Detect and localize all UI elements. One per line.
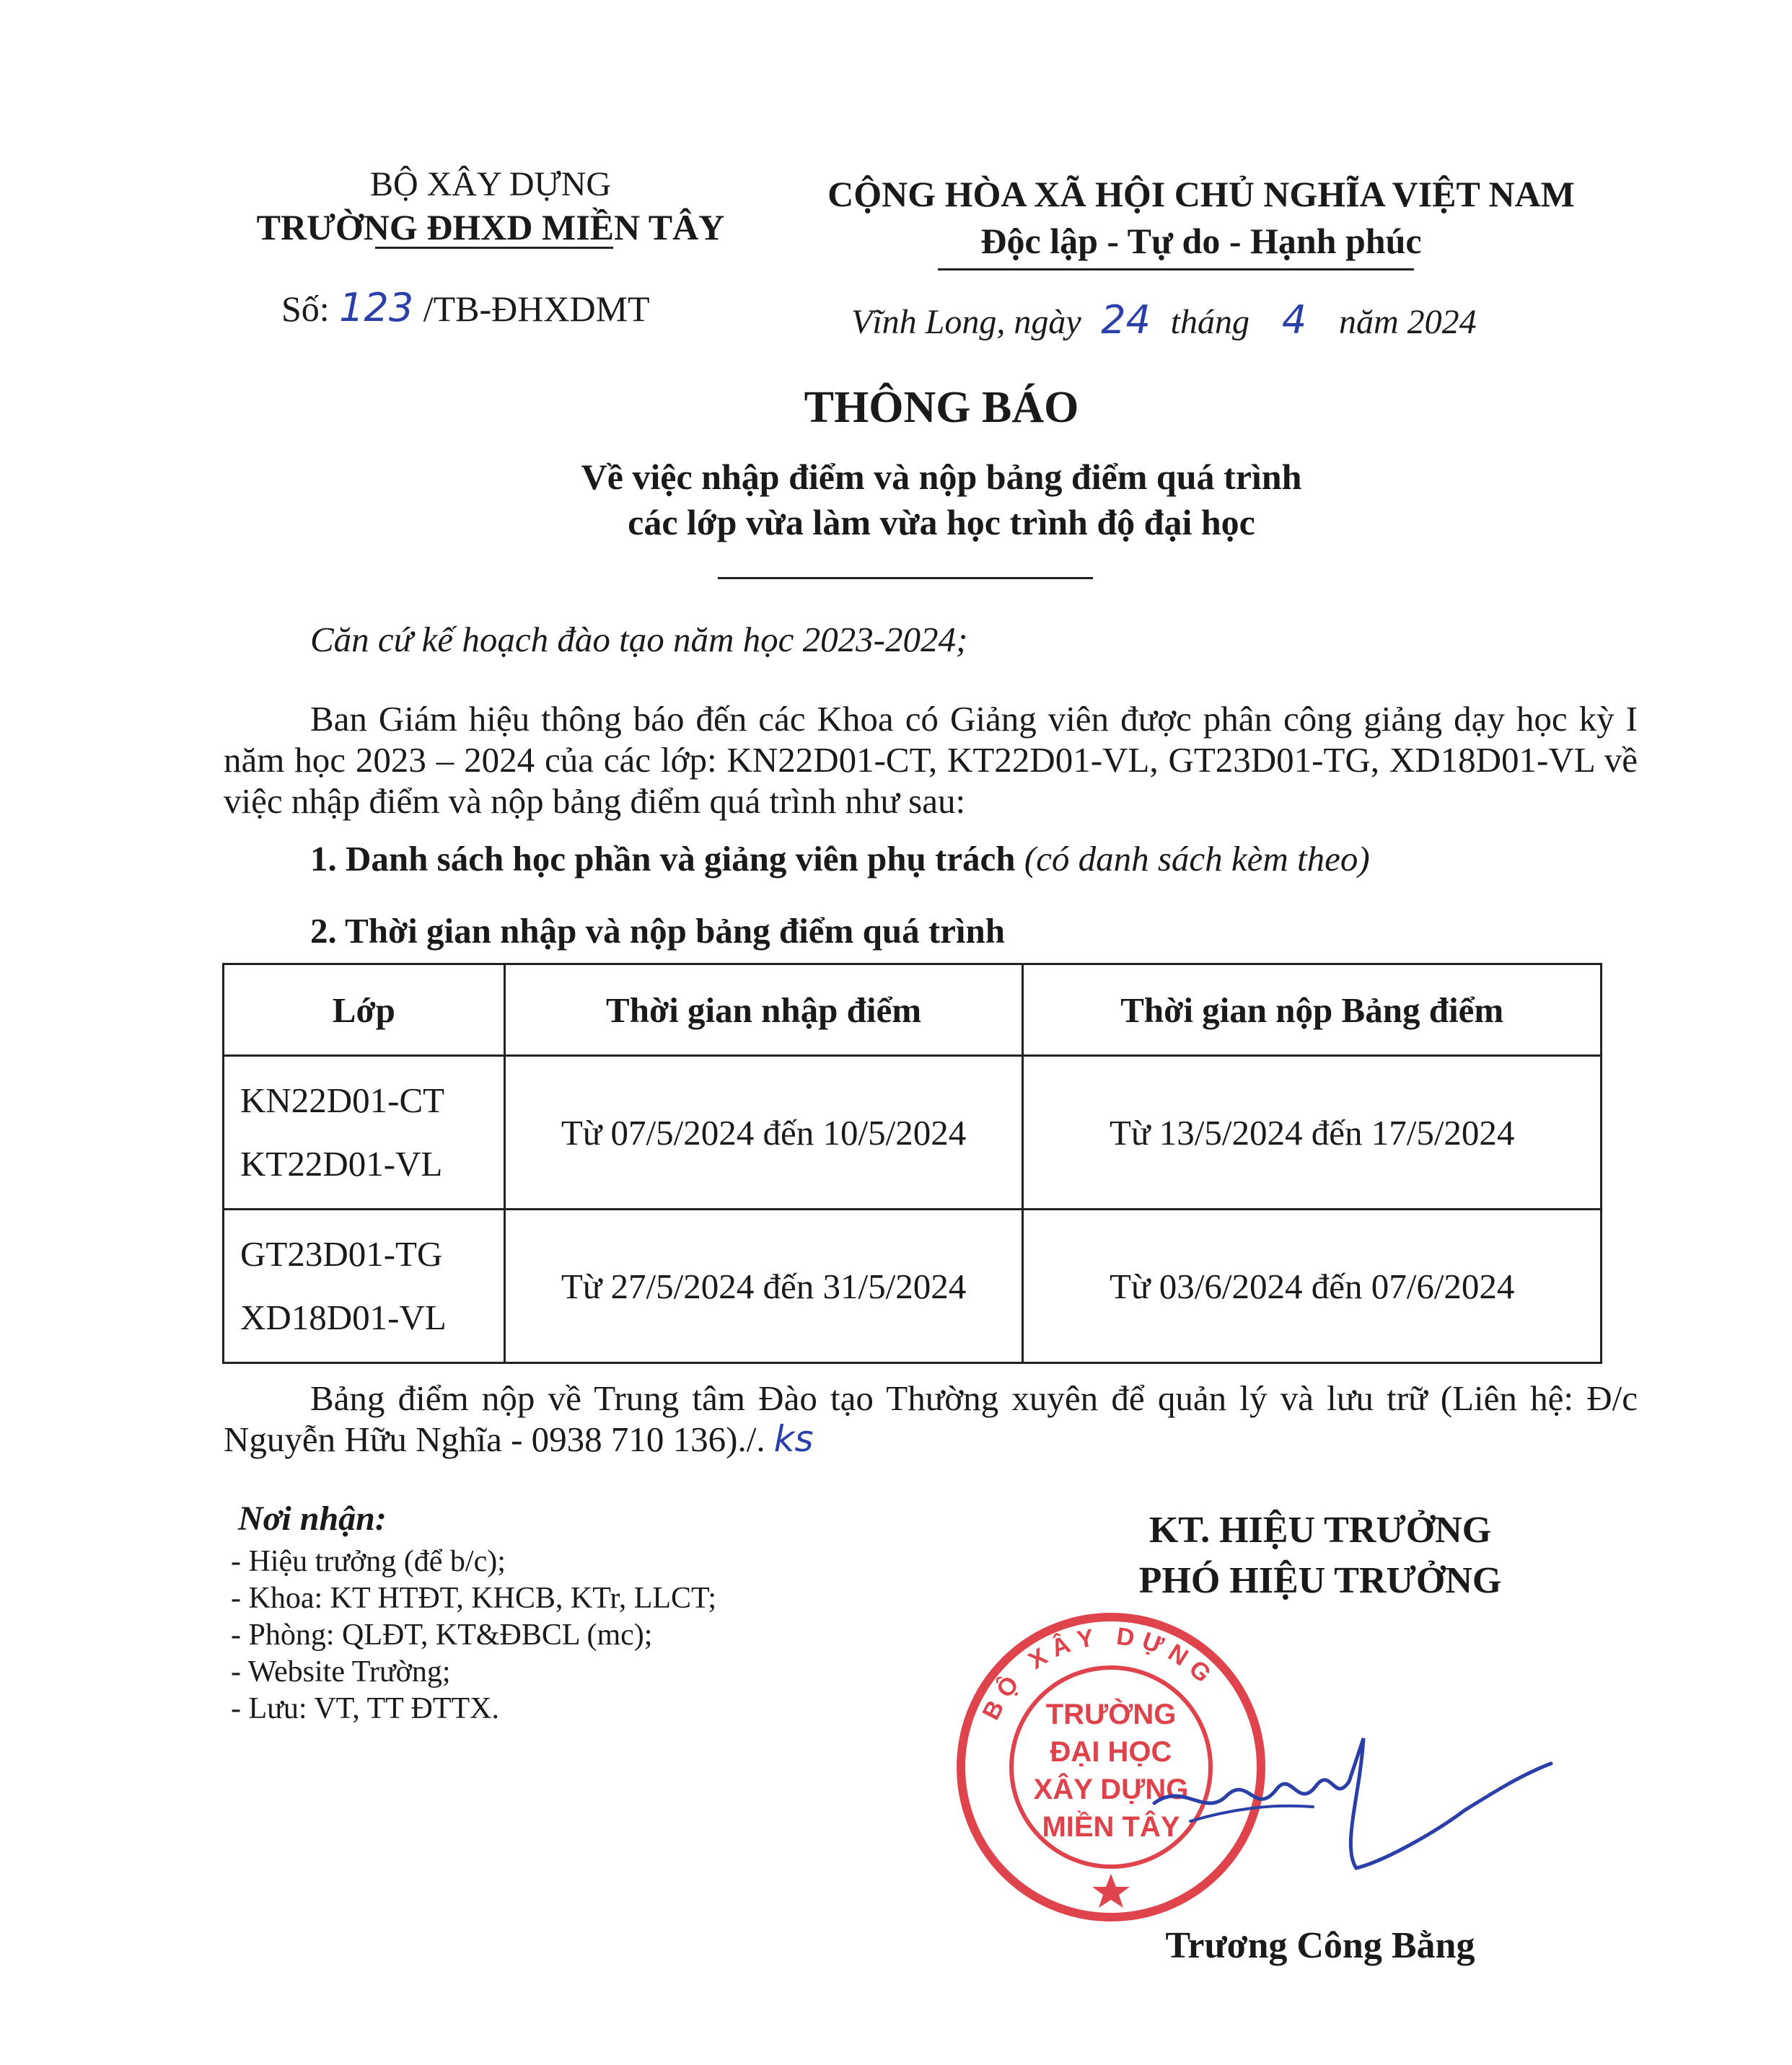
closing-text: Bảng điểm nộp về Trung tâm Đào tạo Thường xuyên để quản lý và lưu trữ (Liên hệ: Đ/c Nguyễn Hữu Nghĩa - 0938 710 136)./. <box>224 1378 1638 1459</box>
class-name: XD18D01-VL <box>240 1298 447 1337</box>
motto: Độc lập - Tự do - Hạnh phúc <box>980 221 1422 261</box>
org-name: TRƯỜNG ĐHXD MIỀN TÂY <box>256 207 725 247</box>
header-entry-time: Thời gian nhập điểm <box>504 964 1023 1056</box>
section-1-title: 1. Danh sách học phần và giảng viên phụ trách <box>310 839 1016 879</box>
stamp-line: MIỀN TÂY <box>1042 1811 1180 1843</box>
date-month-handwritten: 4 <box>1281 297 1307 343</box>
recipient-item: - Lưu: VT, TT ĐTTX. <box>231 1691 716 1727</box>
entry-time-cell: Từ 07/5/2024 đến 10/5/2024 <box>504 1056 1023 1210</box>
closing-initials: ks <box>773 1418 814 1460</box>
class-name: KT22D01-VL <box>240 1144 443 1184</box>
number-prefix: Số: <box>281 289 330 329</box>
recipients-title: Nơi nhận: <box>238 1500 387 1538</box>
header-submit-time: Thời gian nộp Bảng điểm <box>1023 964 1602 1056</box>
recipients-list <box>231 1544 716 1727</box>
signer-name: Trương Công Bằng <box>1165 1925 1475 1966</box>
submit-time-cell: Từ 03/6/2024 đến 07/6/2024 <box>1023 1210 1602 1363</box>
org-parent: BỘ XÂY DỰNG <box>369 165 612 203</box>
class-name: GT23D01-TG <box>240 1234 443 1274</box>
signer-role-line2: PHÓ HIỆU TRƯỞNG <box>1138 1560 1502 1601</box>
document-subtitle-line1: Về việc nhập điểm và nộp bảng điểm quá trình <box>581 457 1302 497</box>
closing-paragraph <box>224 1378 1638 1460</box>
date-day-handwritten: 24 <box>1101 297 1151 343</box>
document-title: THÔNG BÁO <box>804 383 1079 432</box>
document-number <box>281 285 650 330</box>
place-date <box>851 297 1477 343</box>
stamp-ring-text: BỘ XÂY DỰNG <box>977 1622 1222 1725</box>
table-header-row <box>224 964 1602 1056</box>
number-suffix: /TB-ĐHXDMT <box>423 289 650 329</box>
number-handwritten: 123 <box>339 285 414 330</box>
date-year: năm 2024 <box>1339 303 1477 341</box>
org-underline <box>375 247 613 249</box>
section-2-title: 2. Thời gian nhập và nộp bảng điểm quá trình <box>310 911 1006 951</box>
stamp-line: TRƯỜNG <box>1045 1699 1177 1730</box>
recipient-item: - Hiệu trưởng (để b/c); <box>231 1544 716 1580</box>
date-month-label: tháng <box>1170 303 1249 341</box>
submit-time-cell: Từ 13/5/2024 đến 17/5/2024 <box>1023 1056 1602 1210</box>
entry-time-cell: Từ 27/5/2024 đến 31/5/2024 <box>504 1210 1023 1363</box>
table-row <box>224 1056 1602 1210</box>
recipient-item: - Phòng: QLĐT, KT&ĐBCL (mc); <box>231 1617 716 1654</box>
schedule-table <box>222 963 1602 1364</box>
handwritten-signature <box>1125 1695 1558 1897</box>
nation-title: CỘNG HÒA XÃ HỘI CHỦ NGHĨA VIỆT NAM <box>827 174 1575 214</box>
document-subtitle-line2: các lớp vừa làm vừa học trình độ đại học <box>628 502 1255 542</box>
place-date-prefix: Vĩnh Long, ngày <box>851 303 1081 341</box>
intro-paragraph: Ban Giám hiệu thông báo đến các Khoa có Giảng viên được phân công giảng dạy học kỳ I năm học 2023 – 2024 của các lớp: KN22D01-CT, KT22D01-VL, GT23D01-TG, XD18D01-VL về việc nhập điểm và nộp bảng điểm quá trình như sau: <box>224 699 1638 821</box>
recipient-item: - Website Trường; <box>231 1654 716 1691</box>
class-cell <box>224 1210 505 1363</box>
table-row <box>224 1210 1602 1363</box>
section-1-note: (có danh sách kèm theo) <box>1024 839 1370 879</box>
class-cell <box>224 1056 505 1210</box>
stamp-line: ĐẠI HỌC <box>1050 1736 1172 1768</box>
legal-basis: Căn cứ kế hoạch đào tạo năm học 2023-2024; <box>310 620 968 659</box>
section-1 <box>310 838 1370 879</box>
stamp-line: XÂY DỰNG <box>1033 1774 1189 1805</box>
title-underline <box>718 577 1093 579</box>
recipient-item: - Khoa: KT HTĐT, KHCB, KTr, LLCT; <box>231 1580 716 1617</box>
class-name: KN22D01-CT <box>240 1080 445 1120</box>
header-class: Lớp <box>224 964 505 1056</box>
stamp-star-icon <box>1092 1874 1130 1908</box>
motto-underline <box>938 268 1414 270</box>
signer-role-line1: KT. HIỆU TRƯỞNG <box>1148 1510 1492 1551</box>
